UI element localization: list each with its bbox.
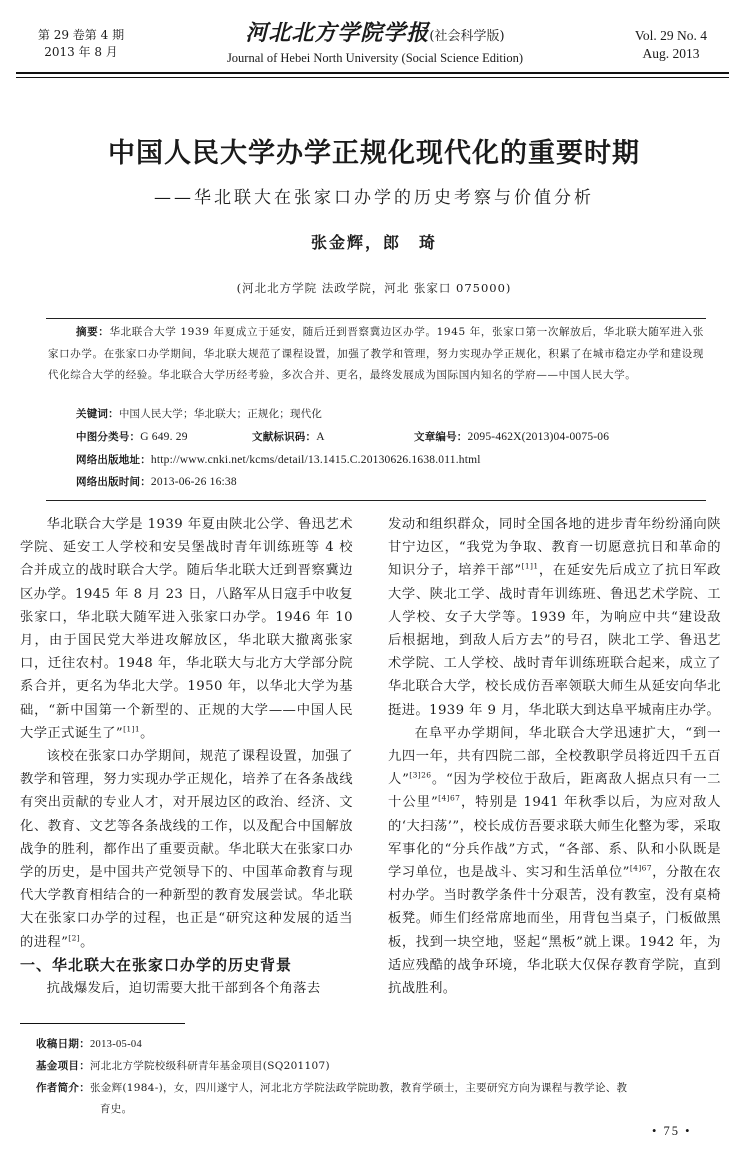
- abstract-text: 华北联合大学 1939 年夏成立于延安，随后迁到晋察冀边区办学。1945 年，张家口第一次解放后，华北联大随军进入张家口办学。在张家口办学期间，华北联大规范了课程设置，加强了教学和管理，努力实现办学正规化，积累了在城市稳定办学和建设现代化综合大学的经验。华北联合大学历经考验，多次合并、更名，最终发展成为国际国内知名的学府——中国人民大学。: [48, 326, 704, 381]
- paragraph: 抗战爆发后，迫切需要大批干部到各个角落去: [46, 981, 321, 997]
- issue-info-en: [616, 27, 726, 63]
- online-time-label: 网络出版时间：: [76, 476, 151, 488]
- paragraph-text: 在阜平办学期间，华北联合大学迅速扩大，“到一九四一年，共有四院二部，全校教职学员将近四千五百人”: [388, 725, 721, 788]
- paragraph: [388, 513, 721, 722]
- journal-name-cn: 河北北方学院学报: [245, 20, 430, 46]
- clc-value: G 649. 29: [140, 431, 188, 443]
- article-number-line: [414, 429, 609, 444]
- footnote-rule: [20, 1023, 185, 1024]
- date-en: Aug. 2013: [642, 46, 700, 61]
- volume-cn: 第 29 卷第 4 期: [37, 28, 125, 42]
- header-rule: [16, 72, 729, 78]
- paragraph-end: 。: [80, 934, 94, 950]
- citation-ref[interactable]: [1]1: [521, 561, 539, 571]
- paragraph-end: 。: [140, 725, 154, 741]
- author-affiliation: (河北北方学院 法政学院，河北 张家口 075000): [236, 281, 512, 295]
- abstract-top-rule: [46, 318, 706, 319]
- citation-ref[interactable]: [4]67: [629, 863, 652, 873]
- doc-code-line: [252, 429, 325, 444]
- paragraph-text: ，分散在农村办学。当时教学条件十分艰苦，没有教室，没有桌椅板凳。师生们经常席地而坐，用背包当桌子，门板做黑板，找到一块空地，竖起“黑板”就上课。1942 年，为适应残酷的战争环境，华北联大仅保存教育学院，直到抗战胜利。: [388, 865, 722, 997]
- bio-text: 张金辉(1984-)，女，四川遂宁人，河北北方学院法政学院助教，教育学硕士，主要研究方向为课程与教学论、教: [90, 1082, 628, 1094]
- online-url-label: 网络出版地址：: [76, 454, 151, 466]
- received-label: 收稿日期：: [36, 1038, 90, 1050]
- bio-text-continued: 育史。: [100, 1103, 133, 1115]
- body-column-right: [388, 513, 721, 1000]
- paragraph-text: ，特别是 1941 年秋季以后，为应对敌人的‘大扫荡’”，校长成仿吾要求联大师生化整为零，采取军事化的“分兵作战”方式，“各部、系、队和小队既是学习单位，也是战斗、实习和生活单位”: [388, 795, 721, 881]
- journal-masthead: [150, 20, 600, 67]
- keywords-label: 关键词：: [76, 408, 119, 420]
- paragraph-text: 。“因为学校位于敌后，距离敌人据点只有一二十公里”: [388, 772, 721, 811]
- citation-ref[interactable]: [4]67: [438, 794, 461, 804]
- citation-ref[interactable]: [2]: [68, 933, 81, 943]
- paragraph: [388, 722, 721, 1000]
- fund-project: [36, 1056, 330, 1077]
- author-bio: [36, 1078, 726, 1120]
- paragraph-text: 华北联合大学是 1939 年夏由陕北公学、鲁迅艺术学院、延安工人学校和安吴堡战时青年训练班等 4 校合并成立的战时联合大学。随后华北联大迁到晋察冀边区办学。1945 年 8 月 23 日，八路军从日寇手中收复张家口，华北联大随军进入张家口办学。1946 年 10 月，由于国民党大举进攻解放区，华北联大撤离张家口，迁往农村。1948 年，华北联大与北方大学部分院系合并，更名为华北大学。1950 年，以华北大学为基础，“新中国第一个新型的、正规的大学——中国人民大学正式诞生了”: [20, 517, 353, 741]
- article-number-value: 2095-462X(2013)04-0075-06: [467, 431, 610, 443]
- online-url-line: [76, 452, 481, 467]
- online-url-link[interactable]: http://www.cnki.net/kcms/detail/13.1415.C.20130626.1638.011.html: [150, 454, 481, 466]
- paragraph: [20, 513, 353, 745]
- citation-ref[interactable]: [3]26: [409, 770, 432, 780]
- paragraph-text: 该校在张家口办学期间，规范了课程设置，加强了教学和管理，努力实现办学正规化，培养了在各条战线有突出贡献的专业人才，对开展边区的政治、经济、文化、教育、文艺等各条战线的工作，以及配合中国解放战争的胜利，都作出了重要贡献。华北联大在张家口办学的历史，是中国共产党领导下的、中国革命教育与现代大学教育相结合的一种新型的教育发展尝试。华北联大在张家口办学的过程，也正是“研究这种发展的适当的进程”: [20, 749, 353, 950]
- paragraph-text: 发动和组织群众，同时全国各地的进步青年纷纷涌向陕甘宁边区，“我党为争取、教育一切愿意抗日和革命的知识分子，培养干部”: [388, 517, 721, 579]
- volume-en: Vol. 29 No. 4: [634, 28, 708, 43]
- article-subtitle: ——华北联大在张家口办学的历史考察与价值分析: [154, 188, 594, 208]
- issue-info-cn: [36, 27, 126, 61]
- journal-title-en: Journal of Hebei North University (Social Science Edition): [226, 51, 524, 65]
- received-value: 2013-05-04: [90, 1039, 142, 1050]
- keywords-value: 中国人民大学；华北联大；正规化；现代化: [118, 408, 323, 420]
- clc-label: 中图分类号：: [76, 431, 141, 443]
- received-date: [36, 1034, 142, 1055]
- date-cn: 2013 年 8 月: [44, 45, 118, 59]
- online-time-line: [76, 474, 237, 489]
- journal-title-cn: [150, 20, 600, 50]
- keywords-line: [76, 406, 322, 421]
- online-time-value: 2013-06-26 16:38: [150, 476, 237, 488]
- abstract: [48, 322, 704, 387]
- article-number-label: 文章编号：: [414, 431, 468, 443]
- page-number: • 75 •: [652, 1124, 692, 1138]
- doc-code-label: 文献标识码：: [252, 431, 317, 443]
- abstract-label: 摘要：: [76, 326, 110, 338]
- fund-value: 河北北方学院校级科研青年基金项目(SQ201107): [90, 1060, 330, 1072]
- fund-label: 基金项目：: [36, 1060, 90, 1072]
- abstract-bottom-rule: [46, 500, 706, 501]
- paragraph-text: ，在延安先后成立了抗日军政大学、陕北工学、战时青年训练班、鲁迅艺术学院、工人学校、女子大学等。1939 年，为响应中共“建设敌后根据地，到敌人后方去”的号召，陕北工学、鲁迅艺术学院、工人学校、战时青年训练班联合起来，成立了华北联合大学，校长成仿吾率领联大师生从延安向华北挺进。1939 年 9 月，华北联大到达阜平城南庄办学。: [388, 563, 721, 718]
- citation-ref[interactable]: [1]1: [123, 724, 141, 734]
- section-heading: 一、华北联大在张家口办学的历史背景: [20, 955, 293, 974]
- journal-edition-cn: (社会科学版): [429, 29, 505, 44]
- classification-line: [76, 429, 188, 444]
- doc-code-value: A: [316, 431, 325, 443]
- article-authors: 张金辉，郎 琦: [310, 233, 437, 252]
- body-column-left: [20, 513, 353, 1000]
- paragraph: [20, 745, 353, 954]
- article-title: 中国人民大学办学正规化现代化的重要时期: [108, 138, 640, 169]
- bio-label: 作者简介：: [36, 1082, 90, 1094]
